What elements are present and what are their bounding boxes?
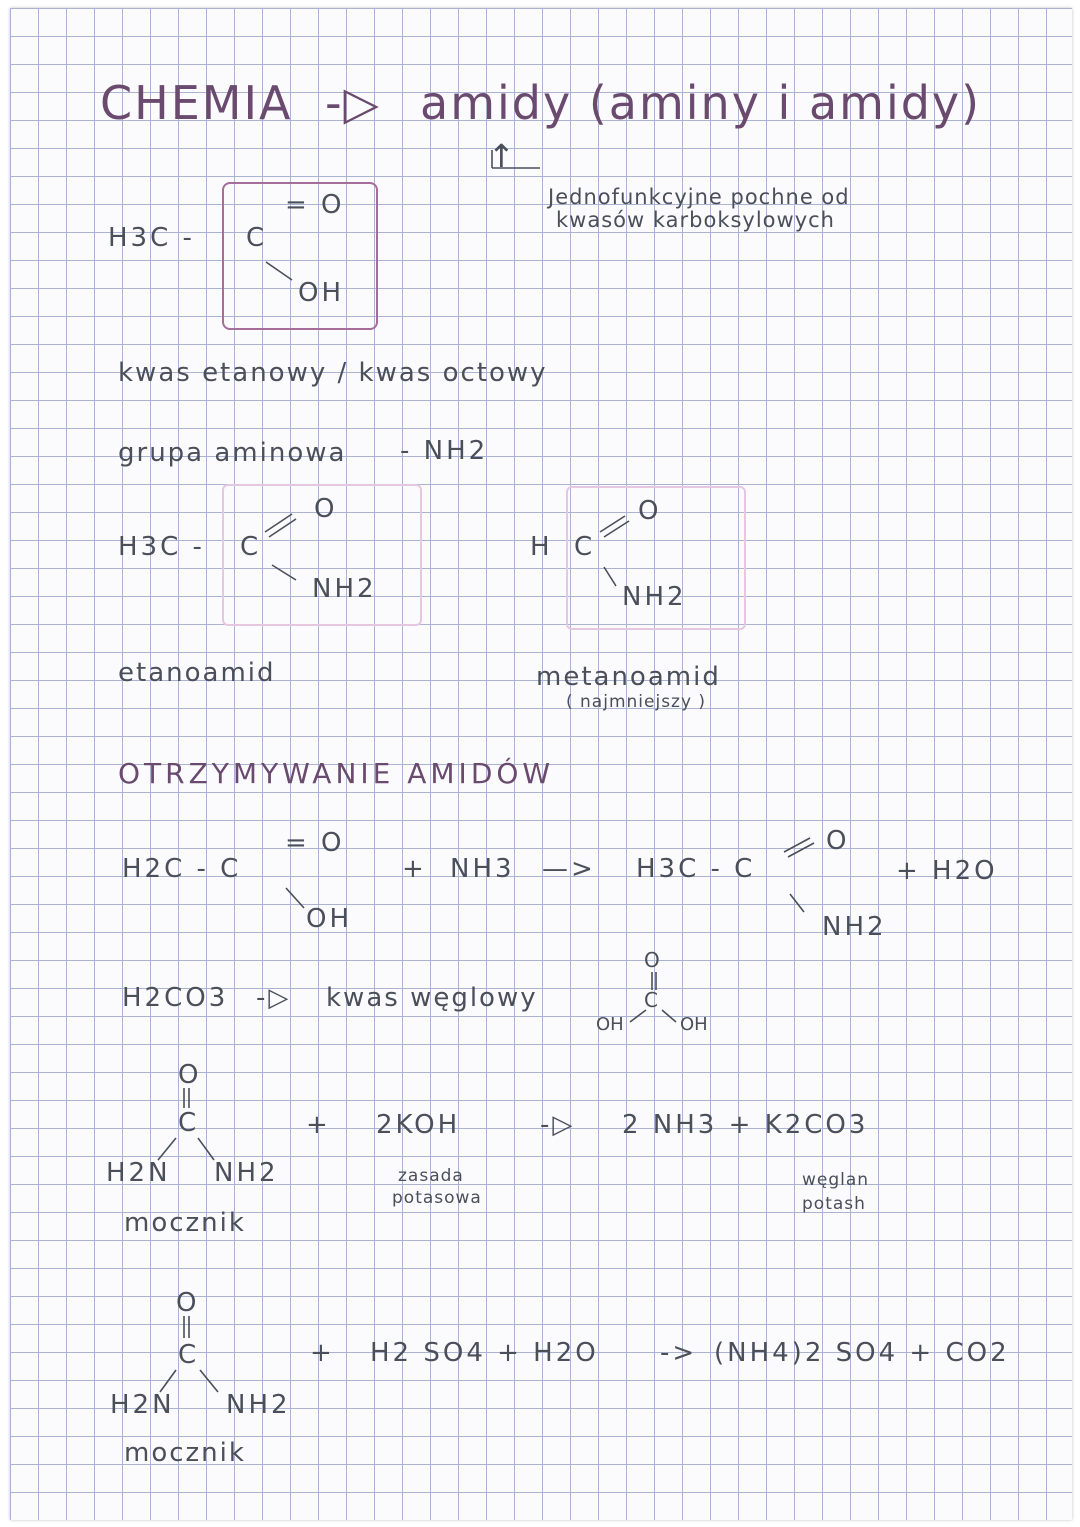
urea1-amine-left: H2N	[106, 1158, 171, 1188]
note-line1: Jednofunkcyjne pochne od	[548, 185, 850, 209]
amine-group-formula: - NH2	[400, 436, 489, 466]
urea1-amine-right: NH2	[214, 1158, 279, 1188]
carbonic-struct-oxygen: O	[644, 948, 660, 972]
ethanamide-carbon: C	[240, 532, 262, 562]
acetic-acid-hydroxyl: OH	[298, 278, 345, 308]
urea1-name: mocznik	[124, 1208, 246, 1238]
reaction1-reactant-hydroxyl: OH	[306, 904, 353, 934]
carbonic-struct-carbon: C	[644, 988, 658, 1012]
reaction2-products: 2 NH3 + K2CO3	[622, 1110, 869, 1140]
urea1-carbon: C	[178, 1108, 200, 1138]
reaction1-product-oxygen: O	[826, 826, 850, 856]
reaction2-arrow: -▷	[540, 1110, 576, 1140]
section-heading: OTRZYMYWANIE AMIDÓW	[118, 757, 555, 790]
urea2-name: mocznik	[124, 1438, 246, 1468]
reaction2-koh-note2: potasowa	[392, 1188, 482, 1208]
note-line2: kwasów karboksylowych	[556, 208, 835, 232]
reaction1-product: H3C - C	[636, 854, 756, 884]
reaction1-ammonia: NH3	[450, 854, 515, 884]
carbonic-acid-formula: H2CO3	[122, 983, 229, 1013]
acetic-acid-name: kwas etanowy / kwas octowy	[118, 358, 548, 388]
reaction1-plus: +	[402, 854, 427, 884]
title-arrow: -▷	[325, 76, 381, 130]
carbonic-acid-arrow: -▷	[256, 983, 292, 1013]
ethanamide-oxygen: O	[314, 494, 338, 524]
carbonic-struct-hydroxyl-left: OH	[596, 1014, 624, 1035]
methanamide-note: ( najmniejszy )	[566, 692, 707, 712]
reaction1-reactant: H2C - C	[122, 854, 242, 884]
amine-group-label: grupa aminowa	[118, 438, 347, 468]
reaction1-product-amine: NH2	[822, 912, 887, 942]
note-arrow: ↑	[488, 137, 515, 175]
acetic-acid-oxygen: = O	[285, 190, 345, 220]
reaction1-water: + H2O	[896, 856, 998, 886]
reaction3-plus: +	[310, 1338, 335, 1368]
acetic-acid-carbon: C	[246, 223, 268, 253]
carbonic-struct-hydroxyl-right: OH	[680, 1014, 708, 1035]
reaction3-reagents: H2 SO4 + H2O	[370, 1338, 599, 1368]
title-main: CHEMIA	[100, 76, 293, 130]
reaction2-koh-note1: zasada	[398, 1166, 464, 1186]
methanamide-carbon: C	[574, 532, 596, 562]
urea1-oxygen: O	[178, 1060, 202, 1090]
methanamide-hydrogen: H	[530, 532, 553, 562]
reaction2-product-note1: węglan	[802, 1170, 870, 1190]
reaction2-koh: 2KOH	[376, 1110, 461, 1140]
ethanamide-methyl: H3C -	[118, 532, 205, 562]
acetic-acid-methyl: H3C -	[108, 223, 195, 253]
methanamide-oxygen: O	[638, 496, 662, 526]
reaction2-plus: +	[306, 1110, 331, 1140]
reaction1-arrow: —>	[542, 854, 596, 884]
reaction1-reactant-oxygen: = O	[285, 828, 345, 858]
urea2-amine-left: H2N	[110, 1390, 175, 1420]
reaction2-product-note2: potash	[802, 1194, 866, 1214]
urea2-oxygen: O	[176, 1288, 200, 1318]
methanamide-name: metanoamid	[536, 662, 721, 692]
reaction3-arrow: ->	[660, 1338, 698, 1368]
ethanamide-amine: NH2	[312, 574, 377, 604]
ethanamide-name: etanoamid	[118, 658, 276, 688]
urea2-amine-right: NH2	[226, 1390, 291, 1420]
reaction3-products: (NH4)2 SO4 + CO2	[714, 1338, 1010, 1368]
title-topic: amidy (aminy i amidy)	[420, 76, 982, 130]
carbonic-acid-name: kwas węglowy	[326, 983, 538, 1013]
methanamide-amine: NH2	[622, 582, 687, 612]
urea2-carbon: C	[178, 1340, 200, 1370]
